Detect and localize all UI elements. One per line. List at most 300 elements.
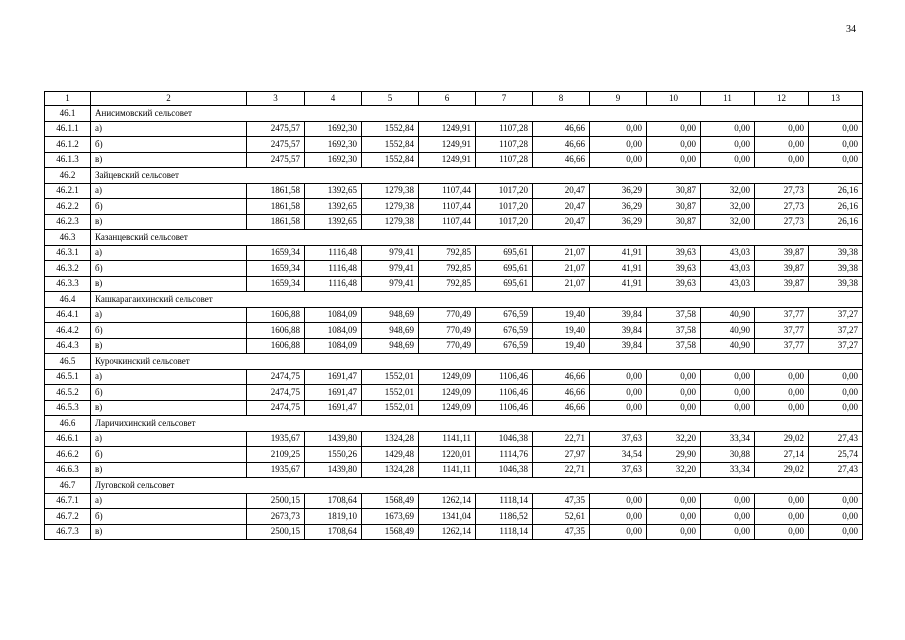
value-cell: 1118,14 <box>476 493 533 509</box>
value-cell: 39,87 <box>755 261 809 277</box>
row-variant: а) <box>91 431 247 447</box>
value-cell: 0,00 <box>590 121 647 137</box>
value-cell: 37,58 <box>647 338 701 354</box>
value-cell: 0,00 <box>809 509 863 525</box>
value-cell: 41,91 <box>590 261 647 277</box>
row-variant: б) <box>91 509 247 525</box>
value-cell: 979,41 <box>362 261 419 277</box>
value-cell: 27,73 <box>755 199 809 215</box>
group-row <box>45 416 863 432</box>
value-cell: 39,84 <box>590 338 647 354</box>
value-cell: 0,00 <box>647 524 701 540</box>
group-code: 46.5 <box>45 354 91 370</box>
column-header: 9 <box>590 92 647 106</box>
value-cell: 1429,48 <box>362 447 419 463</box>
value-cell: 1017,20 <box>476 183 533 199</box>
value-cell: 1659,34 <box>247 261 305 277</box>
column-header: 13 <box>809 92 863 106</box>
value-cell: 1550,26 <box>305 447 362 463</box>
column-header: 2 <box>91 92 247 106</box>
row-code: 46.6.2 <box>45 447 91 463</box>
row-variant: в) <box>91 338 247 354</box>
value-cell: 0,00 <box>755 524 809 540</box>
value-cell: 0,00 <box>809 152 863 168</box>
value-cell: 0,00 <box>755 493 809 509</box>
group-code: 46.7 <box>45 478 91 494</box>
value-cell: 0,00 <box>647 369 701 385</box>
value-cell: 39,87 <box>755 276 809 292</box>
value-cell: 39,84 <box>590 323 647 339</box>
column-header: 3 <box>247 92 305 106</box>
row-code: 46.7.3 <box>45 524 91 540</box>
value-cell: 0,00 <box>755 121 809 137</box>
value-cell: 1106,46 <box>476 400 533 416</box>
value-cell: 32,00 <box>701 214 755 230</box>
value-cell: 0,00 <box>809 524 863 540</box>
value-cell: 0,00 <box>701 137 755 153</box>
table-row <box>45 214 863 230</box>
value-cell: 39,63 <box>647 276 701 292</box>
value-cell: 1262,14 <box>419 524 476 540</box>
value-cell: 948,69 <box>362 307 419 323</box>
value-cell: 40,90 <box>701 338 755 354</box>
value-cell: 1552,84 <box>362 152 419 168</box>
value-cell: 1692,30 <box>305 152 362 168</box>
value-cell: 0,00 <box>590 385 647 401</box>
column-header: 1 <box>45 92 91 106</box>
value-cell: 32,00 <box>701 199 755 215</box>
value-cell: 26,16 <box>809 183 863 199</box>
value-cell: 0,00 <box>755 369 809 385</box>
column-header: 5 <box>362 92 419 106</box>
table-row <box>45 276 863 292</box>
row-variant: а) <box>91 183 247 199</box>
value-cell: 1107,28 <box>476 121 533 137</box>
value-cell: 0,00 <box>701 493 755 509</box>
value-cell: 695,61 <box>476 276 533 292</box>
value-cell: 2475,57 <box>247 121 305 137</box>
value-cell: 1141,11 <box>419 431 476 447</box>
value-cell: 21,07 <box>533 261 590 277</box>
value-cell: 52,61 <box>533 509 590 525</box>
value-cell: 37,63 <box>590 462 647 478</box>
value-cell: 1249,91 <box>419 137 476 153</box>
value-cell: 0,00 <box>590 369 647 385</box>
value-cell: 770,49 <box>419 307 476 323</box>
value-cell: 2673,73 <box>247 509 305 525</box>
value-cell: 29,90 <box>647 447 701 463</box>
value-cell: 792,85 <box>419 276 476 292</box>
value-cell: 39,38 <box>809 276 863 292</box>
group-row <box>45 230 863 246</box>
value-cell: 1107,28 <box>476 152 533 168</box>
row-variant: в) <box>91 152 247 168</box>
value-cell: 47,35 <box>533 493 590 509</box>
value-cell: 37,58 <box>647 323 701 339</box>
value-cell: 1861,58 <box>247 214 305 230</box>
value-cell: 676,59 <box>476 338 533 354</box>
value-cell: 20,47 <box>533 183 590 199</box>
column-header: 4 <box>305 92 362 106</box>
value-cell: 1017,20 <box>476 199 533 215</box>
value-cell: 1116,48 <box>305 245 362 261</box>
value-cell: 1249,91 <box>419 121 476 137</box>
value-cell: 0,00 <box>701 152 755 168</box>
value-cell: 1691,47 <box>305 400 362 416</box>
value-cell: 1186,52 <box>476 509 533 525</box>
value-cell: 1341,04 <box>419 509 476 525</box>
group-name: Анисимовский сельсовет <box>91 106 863 122</box>
value-cell: 1116,48 <box>305 261 362 277</box>
value-cell: 2474,75 <box>247 385 305 401</box>
value-cell: 0,00 <box>701 400 755 416</box>
column-header: 11 <box>701 92 755 106</box>
column-header: 8 <box>533 92 590 106</box>
value-cell: 0,00 <box>647 152 701 168</box>
table-row <box>45 121 863 137</box>
value-cell: 1249,09 <box>419 400 476 416</box>
value-cell: 770,49 <box>419 338 476 354</box>
value-cell: 0,00 <box>647 137 701 153</box>
row-code: 46.1.2 <box>45 137 91 153</box>
row-code: 46.3.1 <box>45 245 91 261</box>
value-cell: 770,49 <box>419 323 476 339</box>
value-cell: 27,73 <box>755 214 809 230</box>
value-cell: 1552,01 <box>362 400 419 416</box>
value-cell: 1116,48 <box>305 276 362 292</box>
row-code: 46.3.3 <box>45 276 91 292</box>
value-cell: 0,00 <box>755 385 809 401</box>
group-row <box>45 478 863 494</box>
row-code: 46.2.2 <box>45 199 91 215</box>
value-cell: 0,00 <box>590 524 647 540</box>
table-row <box>45 323 863 339</box>
value-cell: 27,43 <box>809 431 863 447</box>
row-variant: в) <box>91 462 247 478</box>
table-row <box>45 152 863 168</box>
data-table <box>44 91 863 540</box>
row-variant: а) <box>91 121 247 137</box>
value-cell: 20,47 <box>533 214 590 230</box>
group-row <box>45 292 863 308</box>
value-cell: 695,61 <box>476 261 533 277</box>
row-code: 46.7.1 <box>45 493 91 509</box>
value-cell: 46,66 <box>533 385 590 401</box>
row-variant: б) <box>91 261 247 277</box>
group-code: 46.1 <box>45 106 91 122</box>
row-variant: б) <box>91 199 247 215</box>
value-cell: 46,66 <box>533 369 590 385</box>
value-cell: 0,00 <box>647 493 701 509</box>
value-cell: 1084,09 <box>305 307 362 323</box>
row-variant: б) <box>91 447 247 463</box>
group-row <box>45 354 863 370</box>
row-code: 46.4.1 <box>45 307 91 323</box>
value-cell: 27,73 <box>755 183 809 199</box>
value-cell: 37,58 <box>647 307 701 323</box>
table-row <box>45 369 863 385</box>
row-code: 46.6.1 <box>45 431 91 447</box>
value-cell: 676,59 <box>476 323 533 339</box>
value-cell: 1606,88 <box>247 338 305 354</box>
value-cell: 37,63 <box>590 431 647 447</box>
value-cell: 1324,28 <box>362 462 419 478</box>
group-name: Зайцевский сельсовет <box>91 168 863 184</box>
group-code: 46.3 <box>45 230 91 246</box>
value-cell: 2474,75 <box>247 400 305 416</box>
table-row <box>45 400 863 416</box>
row-variant: в) <box>91 276 247 292</box>
value-cell: 43,03 <box>701 245 755 261</box>
column-header: 7 <box>476 92 533 106</box>
value-cell: 1659,34 <box>247 276 305 292</box>
value-cell: 0,00 <box>809 369 863 385</box>
table-row <box>45 307 863 323</box>
value-cell: 0,00 <box>590 152 647 168</box>
value-cell: 29,02 <box>755 431 809 447</box>
value-cell: 1046,38 <box>476 431 533 447</box>
value-cell: 30,87 <box>647 183 701 199</box>
value-cell: 0,00 <box>590 493 647 509</box>
value-cell: 1861,58 <box>247 199 305 215</box>
value-cell: 30,88 <box>701 447 755 463</box>
value-cell: 22,71 <box>533 431 590 447</box>
value-cell: 39,63 <box>647 245 701 261</box>
value-cell: 1606,88 <box>247 323 305 339</box>
value-cell: 19,40 <box>533 338 590 354</box>
value-cell: 36,29 <box>590 199 647 215</box>
value-cell: 22,71 <box>533 462 590 478</box>
value-cell: 1568,49 <box>362 524 419 540</box>
value-cell: 0,00 <box>647 121 701 137</box>
value-cell: 1692,30 <box>305 137 362 153</box>
group-row <box>45 106 863 122</box>
value-cell: 0,00 <box>809 137 863 153</box>
value-cell: 0,00 <box>701 385 755 401</box>
value-cell: 43,03 <box>701 261 755 277</box>
value-cell: 33,34 <box>701 462 755 478</box>
value-cell: 1935,67 <box>247 462 305 478</box>
value-cell: 0,00 <box>590 509 647 525</box>
value-cell: 36,29 <box>590 183 647 199</box>
value-cell: 2475,57 <box>247 137 305 153</box>
table-row <box>45 493 863 509</box>
value-cell: 1691,47 <box>305 385 362 401</box>
value-cell: 0,00 <box>647 385 701 401</box>
value-cell: 948,69 <box>362 323 419 339</box>
value-cell: 39,38 <box>809 245 863 261</box>
value-cell: 1606,88 <box>247 307 305 323</box>
row-code: 46.1.3 <box>45 152 91 168</box>
column-header: 6 <box>419 92 476 106</box>
group-code: 46.2 <box>45 168 91 184</box>
table-row <box>45 447 863 463</box>
value-cell: 792,85 <box>419 245 476 261</box>
row-variant: а) <box>91 245 247 261</box>
row-code: 46.3.2 <box>45 261 91 277</box>
value-cell: 46,66 <box>533 137 590 153</box>
row-code: 46.4.2 <box>45 323 91 339</box>
value-cell: 0,00 <box>755 137 809 153</box>
value-cell: 33,34 <box>701 431 755 447</box>
group-name: Ларичихинский сельсовет <box>91 416 863 432</box>
value-cell: 1107,44 <box>419 199 476 215</box>
column-header: 10 <box>647 92 701 106</box>
value-cell: 2474,75 <box>247 369 305 385</box>
table-header-row <box>45 92 863 106</box>
table-row <box>45 183 863 199</box>
value-cell: 1107,44 <box>419 214 476 230</box>
value-cell: 0,00 <box>809 385 863 401</box>
value-cell: 1708,64 <box>305 493 362 509</box>
value-cell: 41,91 <box>590 245 647 261</box>
value-cell: 0,00 <box>701 509 755 525</box>
value-cell: 30,87 <box>647 199 701 215</box>
value-cell: 39,87 <box>755 245 809 261</box>
value-cell: 27,43 <box>809 462 863 478</box>
value-cell: 1568,49 <box>362 493 419 509</box>
value-cell: 1935,67 <box>247 431 305 447</box>
value-cell: 1107,28 <box>476 137 533 153</box>
row-variant: в) <box>91 214 247 230</box>
value-cell: 21,07 <box>533 245 590 261</box>
value-cell: 1084,09 <box>305 338 362 354</box>
value-cell: 979,41 <box>362 276 419 292</box>
value-cell: 46,66 <box>533 152 590 168</box>
value-cell: 0,00 <box>701 369 755 385</box>
value-cell: 29,02 <box>755 462 809 478</box>
group-name: Кашкарагаихинский сельсовет <box>91 292 863 308</box>
value-cell: 1324,28 <box>362 431 419 447</box>
value-cell: 39,38 <box>809 261 863 277</box>
value-cell: 30,87 <box>647 214 701 230</box>
value-cell: 32,20 <box>647 462 701 478</box>
value-cell: 26,16 <box>809 199 863 215</box>
value-cell: 34,54 <box>590 447 647 463</box>
value-cell: 1106,46 <box>476 369 533 385</box>
value-cell: 2475,57 <box>247 152 305 168</box>
value-cell: 1046,38 <box>476 462 533 478</box>
value-cell: 2500,15 <box>247 524 305 540</box>
value-cell: 47,35 <box>533 524 590 540</box>
value-cell: 39,84 <box>590 307 647 323</box>
column-header: 12 <box>755 92 809 106</box>
value-cell: 1262,14 <box>419 493 476 509</box>
group-name: Луговской сельсовет <box>91 478 863 494</box>
value-cell: 1220,01 <box>419 447 476 463</box>
table-row <box>45 261 863 277</box>
row-variant: в) <box>91 400 247 416</box>
value-cell: 1552,01 <box>362 385 419 401</box>
value-cell: 1439,80 <box>305 462 362 478</box>
value-cell: 0,00 <box>647 509 701 525</box>
group-name: Курочкинский сельсовет <box>91 354 863 370</box>
row-variant: б) <box>91 385 247 401</box>
row-variant: а) <box>91 307 247 323</box>
table-row <box>45 431 863 447</box>
row-code: 46.5.3 <box>45 400 91 416</box>
row-code: 46.2.1 <box>45 183 91 199</box>
table-row <box>45 524 863 540</box>
value-cell: 37,77 <box>755 307 809 323</box>
value-cell: 1439,80 <box>305 431 362 447</box>
value-cell: 37,27 <box>809 323 863 339</box>
value-cell: 1279,38 <box>362 214 419 230</box>
value-cell: 1552,84 <box>362 137 419 153</box>
value-cell: 1392,65 <box>305 199 362 215</box>
value-cell: 1691,47 <box>305 369 362 385</box>
value-cell: 0,00 <box>809 121 863 137</box>
value-cell: 1692,30 <box>305 121 362 137</box>
value-cell: 1279,38 <box>362 183 419 199</box>
value-cell: 37,77 <box>755 323 809 339</box>
table-row <box>45 137 863 153</box>
row-code: 46.1.1 <box>45 121 91 137</box>
value-cell: 2500,15 <box>247 493 305 509</box>
value-cell: 979,41 <box>362 245 419 261</box>
value-cell: 27,14 <box>755 447 809 463</box>
value-cell: 0,00 <box>701 121 755 137</box>
group-code: 46.4 <box>45 292 91 308</box>
value-cell: 1279,38 <box>362 199 419 215</box>
row-variant: в) <box>91 524 247 540</box>
page-number: 34 <box>846 24 856 35</box>
value-cell: 2109,25 <box>247 447 305 463</box>
value-cell: 1141,11 <box>419 462 476 478</box>
group-code: 46.6 <box>45 416 91 432</box>
group-name: Казанцевский сельсовет <box>91 230 863 246</box>
value-cell: 41,91 <box>590 276 647 292</box>
value-cell: 1114,76 <box>476 447 533 463</box>
value-cell: 19,40 <box>533 323 590 339</box>
value-cell: 1552,84 <box>362 121 419 137</box>
value-cell: 46,66 <box>533 121 590 137</box>
value-cell: 37,77 <box>755 338 809 354</box>
value-cell: 37,27 <box>809 307 863 323</box>
value-cell: 36,29 <box>590 214 647 230</box>
value-cell: 0,00 <box>590 137 647 153</box>
value-cell: 695,61 <box>476 245 533 261</box>
value-cell: 792,85 <box>419 261 476 277</box>
value-cell: 1249,09 <box>419 385 476 401</box>
value-cell: 37,27 <box>809 338 863 354</box>
value-cell: 1249,09 <box>419 369 476 385</box>
value-cell: 1392,65 <box>305 214 362 230</box>
row-variant: б) <box>91 323 247 339</box>
value-cell: 20,47 <box>533 199 590 215</box>
value-cell: 27,97 <box>533 447 590 463</box>
value-cell: 40,90 <box>701 323 755 339</box>
value-cell: 0,00 <box>809 493 863 509</box>
row-code: 46.5.2 <box>45 385 91 401</box>
row-variant: б) <box>91 137 247 153</box>
table-row <box>45 338 863 354</box>
value-cell: 0,00 <box>701 524 755 540</box>
table-row <box>45 245 863 261</box>
table-row <box>45 385 863 401</box>
row-code: 46.6.3 <box>45 462 91 478</box>
value-cell: 948,69 <box>362 338 419 354</box>
value-cell: 676,59 <box>476 307 533 323</box>
value-cell: 0,00 <box>590 400 647 416</box>
row-variant: а) <box>91 369 247 385</box>
value-cell: 25,74 <box>809 447 863 463</box>
value-cell: 19,40 <box>533 307 590 323</box>
value-cell: 1106,46 <box>476 385 533 401</box>
value-cell: 32,00 <box>701 183 755 199</box>
value-cell: 40,90 <box>701 307 755 323</box>
value-cell: 1861,58 <box>247 183 305 199</box>
